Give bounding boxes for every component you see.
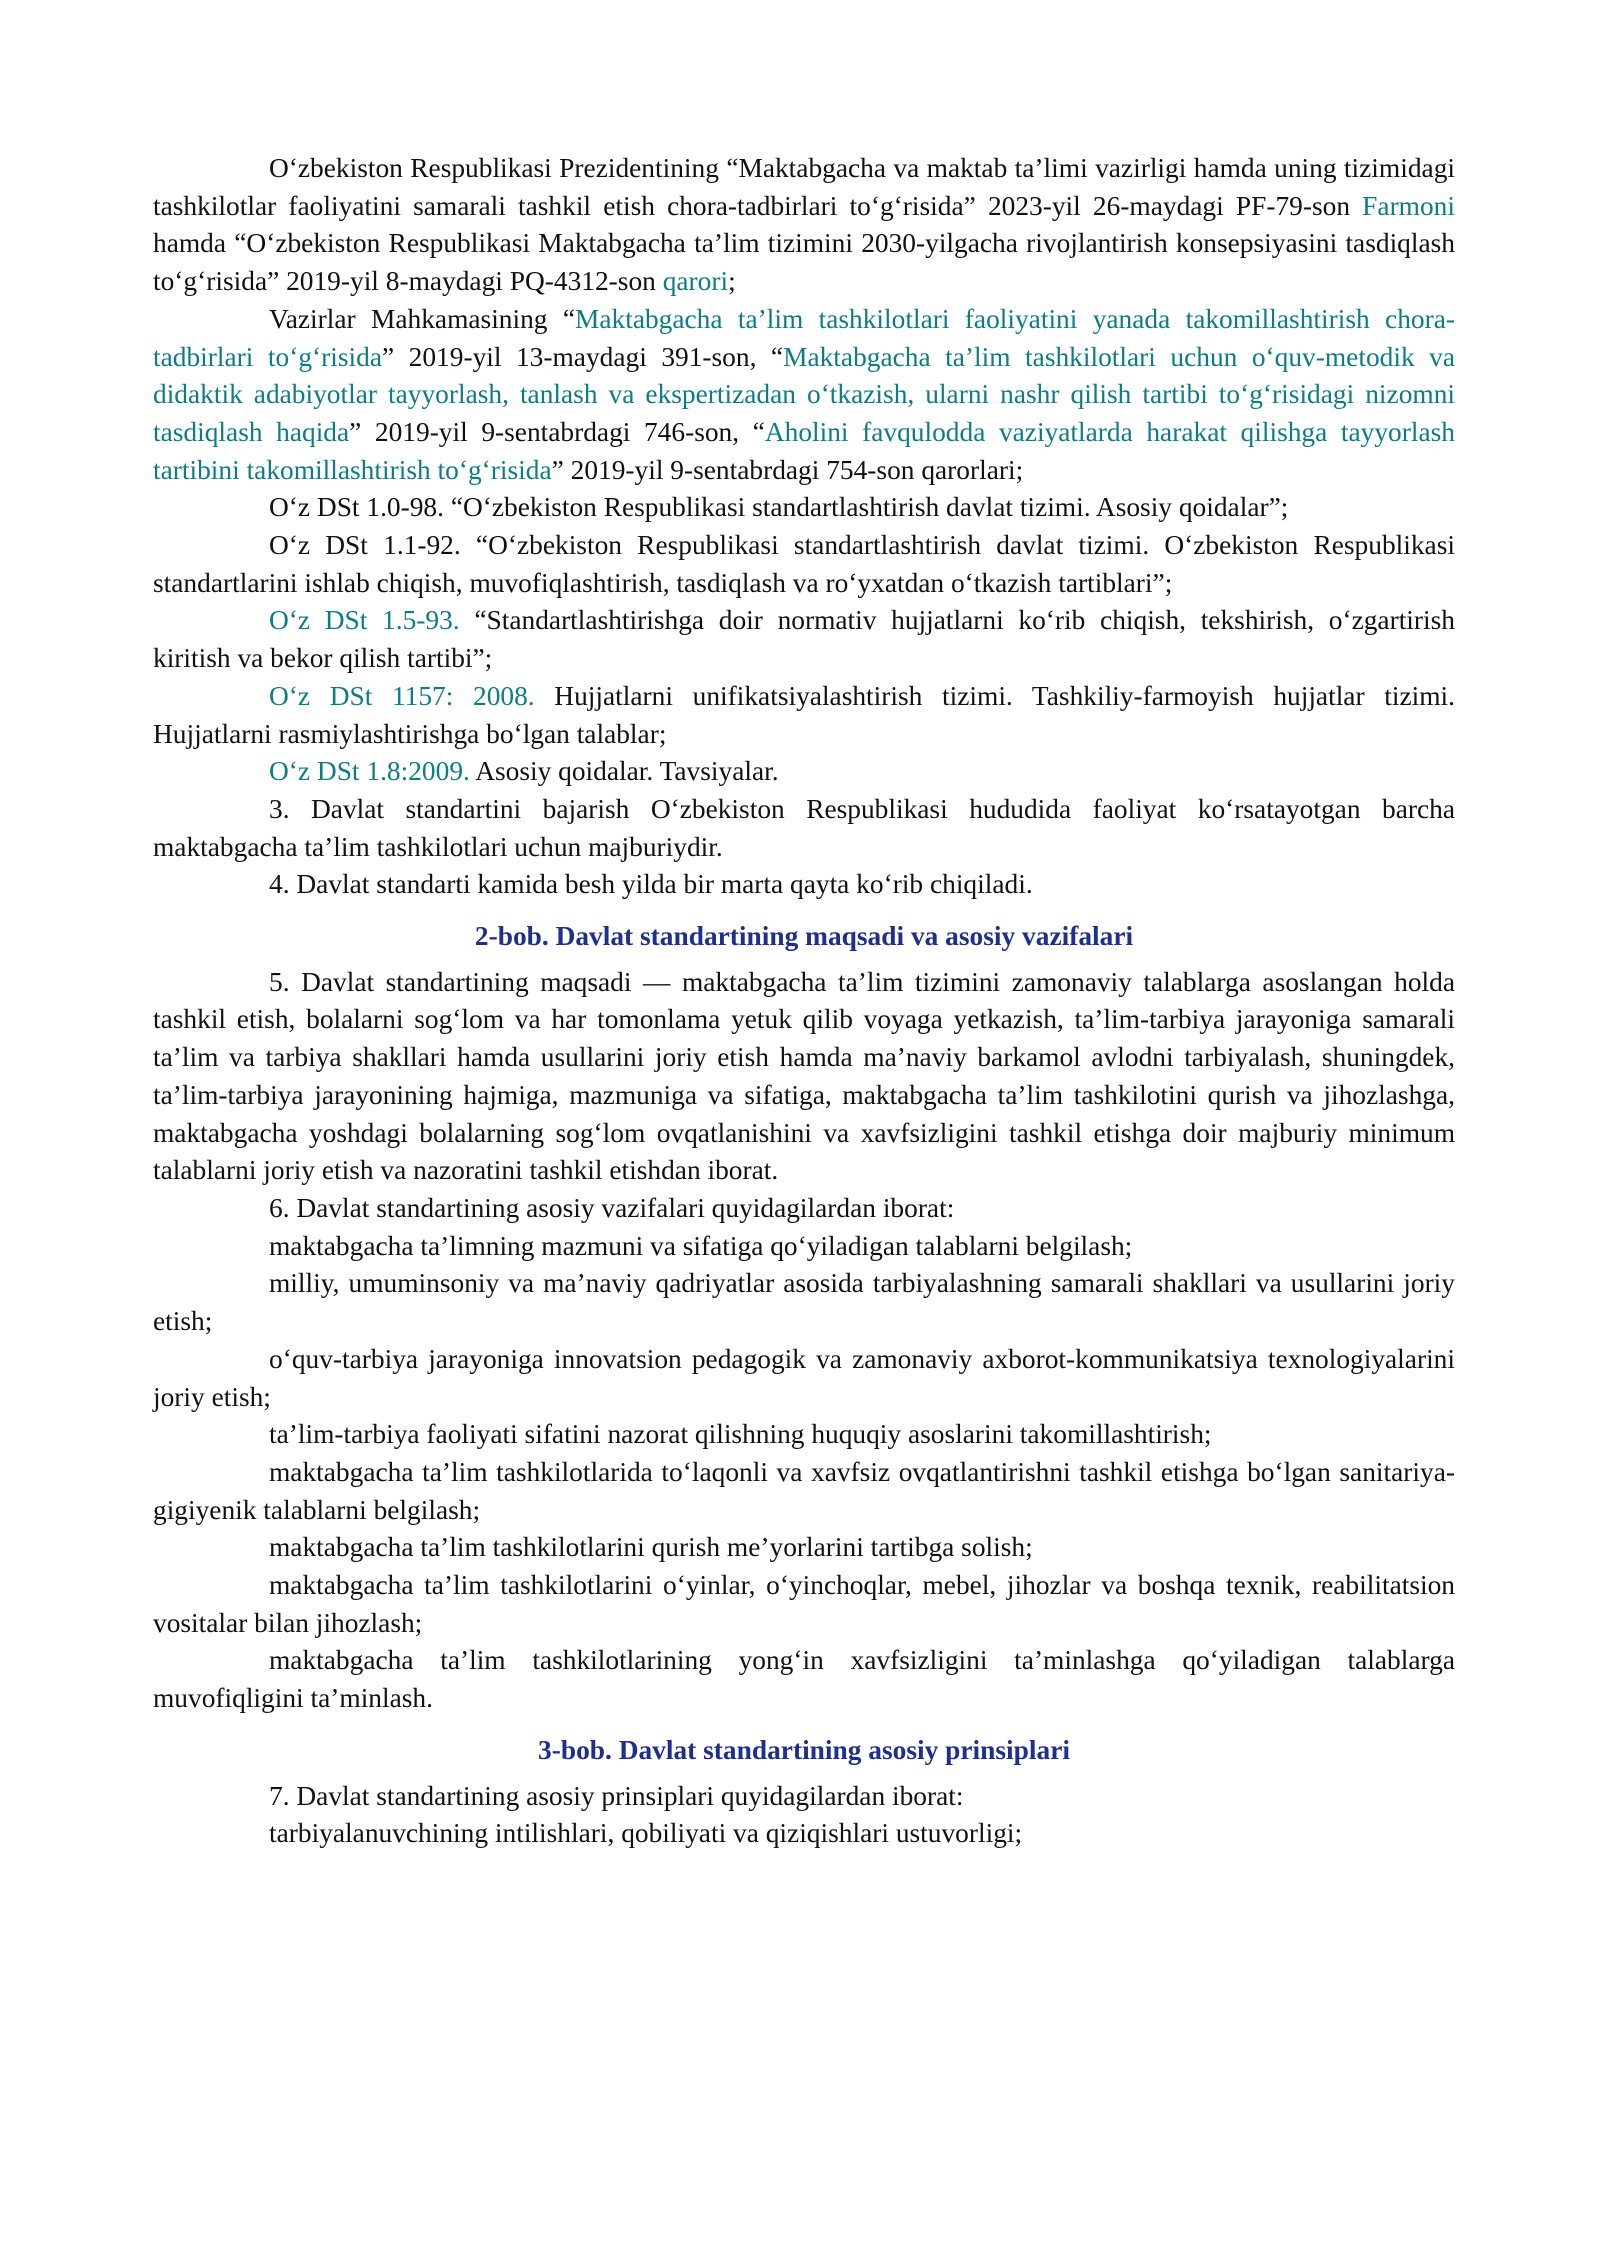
document-link[interactable]: O‘z DSt 1.5-93. xyxy=(269,605,460,636)
paragraph xyxy=(153,791,1455,866)
document-link[interactable]: Farmoni xyxy=(1362,190,1455,221)
paragraph-text: 5. Davlat standartining maqsadi — maktabgacha ta’lim tizimini zamonaviy talablarga asoslangan holda tashkil etish, bolalarni sog‘lom va har tomonlama yetuk qilib voyaga yetkazish, ta’lim-tarbiya jarayoniga samarali ta’lim va tarbiya shakllari hamda usullarini joriy etish hamda ma’naviy barkamol avlodni tarbiyalash, shuningdek, ta’lim-tarbiya jarayonining hajmiga, mazmuniga va sifatiga, maktabgacha ta’lim tashkilotini qurish va jihozlashga, maktabgacha yoshdagi bolalarning sog‘lom ovqatlanishini va xavfsizligini tashkil etishga doir majburiy minimum talablarni joriy etish va nazoratini tashkil etishdan iborat. xyxy=(153,966,1455,1186)
paragraph xyxy=(153,1454,1455,1529)
paragraph-text: maktabgacha ta’lim tashkilotlarining yong‘in xavfsizligini ta’minlashga qo‘yiladigan talablarga muvofiqligini ta’minlash. xyxy=(153,1645,1455,1714)
paragraph-text: O‘z DSt 1.0-98. “O‘zbekiston Respublikasi standartlashtirish davlat tizimi. Asosiy qoidalar”; xyxy=(269,492,1289,523)
paragraph-text: o‘quv-tarbiya jarayoniga innovatsion pedagogik va zamonaviy axborot-kommunikatsiya texnologiyalarini joriy etish; xyxy=(153,1343,1455,1412)
paragraph-text: 6. Davlat standartining asosiy vazifalari quyidagilardan iborat: xyxy=(269,1192,955,1223)
document-link[interactable]: qarori xyxy=(662,266,729,297)
paragraph-text: maktabgacha ta’lim tashkilotlarida to‘laqonli va xavfsiz ovqatlantirishni tashkil etishga bo‘lgan sanitariya-gigiyenik talablarni belgilash; xyxy=(153,1456,1455,1525)
paragraph-text: Hujjatlarni unifikatsiyalashtirish tizimi. Tashkiliy-farmoyish hujjatlar tizimi. Hujjatlarni rasmiylashtirishga bo‘lgan talablar; xyxy=(153,680,1455,749)
document-link[interactable]: O‘z DSt 1.8:2009. xyxy=(269,756,470,787)
paragraph xyxy=(153,301,1455,490)
paragraph-text: Vazirlar Mahkamasining “ xyxy=(269,303,575,334)
document-link[interactable]: O‘z DSt 1157: 2008. xyxy=(269,680,535,711)
paragraph-text: tarbiyalanuvchining intilishlari, qobiliyati va qiziqishlari ustuvorligi; xyxy=(269,1818,1023,1849)
paragraph xyxy=(153,602,1455,677)
paragraph-text: maktabgacha ta’lim tashkilotlarini qurish me’yorlarini tartibga solish; xyxy=(269,1532,1033,1563)
paragraph-text: ” 2019-yil 13-maydagi 391-son, “ xyxy=(382,341,784,372)
paragraph xyxy=(153,489,1455,527)
paragraph xyxy=(153,1190,1455,1228)
paragraph xyxy=(153,527,1455,602)
paragraph xyxy=(153,753,1455,791)
paragraph xyxy=(153,1529,1455,1567)
paragraph-text: maktabgacha ta’limning mazmuni va sifatiga qo‘yiladigan talablarni belgilash; xyxy=(269,1230,1133,1261)
document-link[interactable]: Maktabgacha ta’lim tashkilotlari uchun o‘quv-metodik va didaktik adabiyotlar tayyorlash, tanlash va ekspertizadan o‘tkazish, ularni nashr qilish tartibi to‘g‘risidagi nizomni tasdiqlash haqida xyxy=(153,341,1455,447)
paragraph xyxy=(153,1341,1455,1416)
paragraph xyxy=(153,1416,1455,1454)
paragraph xyxy=(153,1815,1455,1853)
paragraph-text: maktabgacha ta’lim tashkilotlarini o‘yinlar, o‘yinchoqlar, mebel, jihozlar va boshqa texnik, reabilitatsion vositalar bilan jihozlash; xyxy=(153,1570,1455,1638)
paragraph-text: O‘z DSt 1.1-92. “O‘zbekiston Respublikasi standartlashtirish davlat tizimi. O‘zbekiston Respublikasi standartlarini ishlab chiqish, muvofiqlashtirish, tasdiqlash va ro‘yxatdan o‘tkazish tartiblari”; xyxy=(153,530,1455,598)
paragraph xyxy=(153,964,1455,1190)
document-link[interactable]: Aholini favqulodda vaziyatlarda harakat qilishga tayyorlash tartibini takomillashtirish to‘g‘risida xyxy=(153,416,1455,485)
paragraph xyxy=(153,1567,1455,1642)
paragraph-text: 4. Davlat standarti kamida besh yilda bir marta qayta ko‘rib chiqiladi. xyxy=(269,869,1033,900)
chapter-heading: 2-bob. Davlat standartining maqsadi va asosiy vazifalari xyxy=(474,921,1134,952)
paragraph xyxy=(153,150,1455,301)
paragraph-text: ; xyxy=(728,266,736,297)
paragraph-text: 3. Davlat standartini bajarish O‘zbekiston Respublikasi hududida faoliyat ko‘rsatayotgan barcha maktabgacha ta’lim tashkilotlari uchun majburiydir. xyxy=(153,793,1455,862)
paragraph-text: ta’lim-tarbiya faoliyati sifatini nazorat qilishning huquqiy asoslarini takomillashtirish; xyxy=(269,1419,1212,1450)
paragraph xyxy=(153,866,1455,904)
paragraph xyxy=(153,1265,1455,1340)
paragraph xyxy=(153,1642,1455,1717)
paragraph-text: hamda “O‘zbekiston Respublikasi Maktabgacha ta’lim tizimini 2030-yilgacha rivojlantirish konsepsiyasini tasdiqlash to‘g‘risida” 2019-yil 8-maydagi PQ-4312-son xyxy=(153,228,1455,297)
paragraph-text: ” 2019-yil 9-sentabrdagi 746-son, “ xyxy=(349,416,765,447)
paragraph-text: Asosiy qoidalar. Tavsiyalar. xyxy=(469,756,779,787)
paragraph-text: O‘zbekiston Respublikasi Prezidentining “Maktabgacha va maktab ta’limi vazirligi hamda uning tizimidagi tashkilotlar faoliyatini samarali tashkil etish chora-tadbirlari to‘g‘risida” 2023-yil 26-maydagi PF-79-son xyxy=(153,153,1455,221)
paragraph-text: milliy, umuminsoniy va ma’naviy qadriyatlar asosida tarbiyalashning samarali shakllari va usullarini joriy etish; xyxy=(153,1268,1455,1337)
document-page xyxy=(153,150,1455,1853)
paragraph xyxy=(153,1228,1455,1266)
document-link[interactable]: Maktabgacha ta’lim tashkilotlari faoliyatini yanada takomillashtirish chora-tadbirlari to‘g‘risida xyxy=(153,303,1455,372)
paragraph-text: ” 2019-yil 9-sentabrdagi 754-son qarorlari; xyxy=(551,454,1024,485)
paragraph xyxy=(153,1778,1455,1816)
chapter-heading: 3-bob. Davlat standartining asosiy prinsiplari xyxy=(538,1734,1070,1765)
paragraph-text: “Standartlashtirishga doir normativ hujjatlarni ko‘rib chiqish, tekshirish, o‘zgartirish kiritish va bekor qilish tartibi”; xyxy=(153,605,1456,674)
paragraph-text: 7. Davlat standartining asosiy prinsiplari quyidagilardan iborat: xyxy=(269,1780,964,1811)
paragraph xyxy=(153,678,1455,753)
